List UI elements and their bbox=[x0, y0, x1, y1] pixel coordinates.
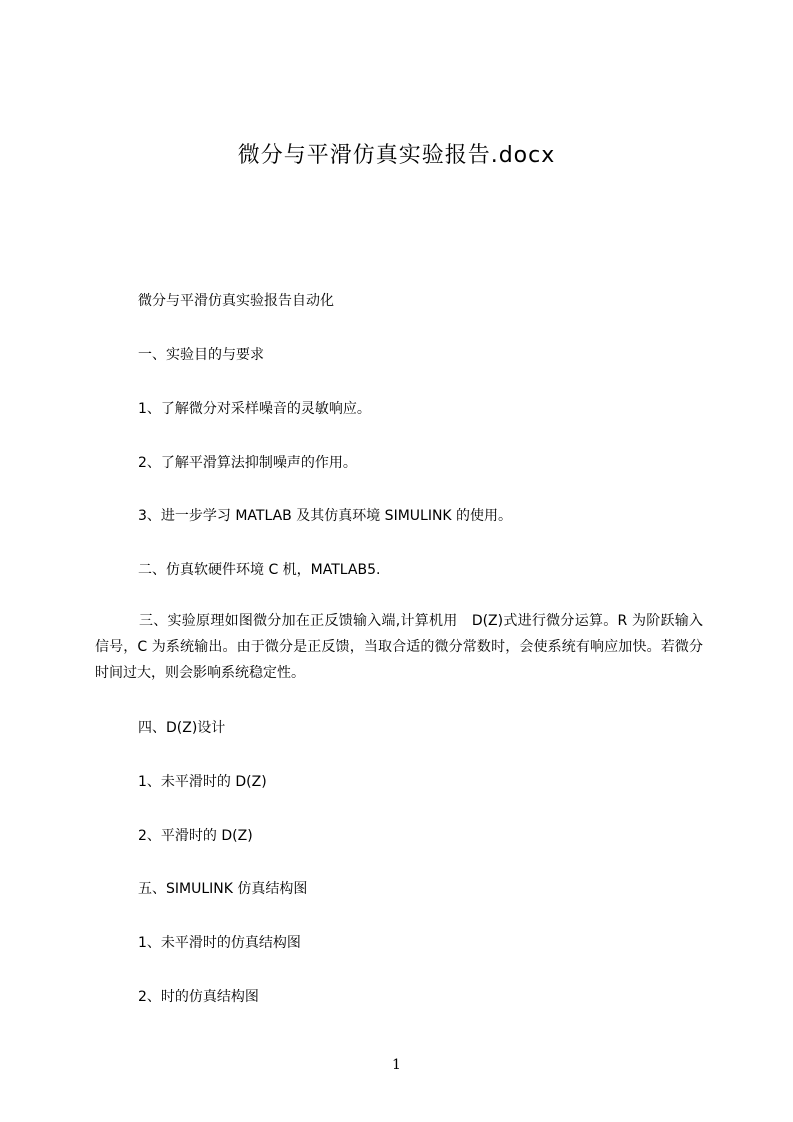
section-1-item-3: 3、进一步学习 MATLAB 及其仿真环境 SIMULINK 的使用。 bbox=[138, 508, 513, 524]
section-5-item-1: 1、未平滑时的仿真结构图 bbox=[138, 935, 301, 951]
section-1-item-2: 2、了解平滑算法抑制噪声的作用。 bbox=[138, 455, 357, 471]
section-3-paragraph: 三、实验原理如图微分加在正反馈输入端,计算机用 D(Z)式进行微分运算。R 为阶跃输入信号，C 为系统输出。由于微分是正反馈，当取合适的微分常数时，会使系统有响应加快。若微分时间过大，则会影响系统稳定性。 bbox=[95, 613, 703, 681]
section-5-item-2: 2、时的仿真结构图 bbox=[138, 989, 259, 1005]
section-5-heading: 五、SIMULINK 仿真结构图 bbox=[138, 881, 308, 897]
section-4-item-1: 1、未平滑时的 D(Z) bbox=[138, 774, 267, 790]
document-title: 微分与平滑仿真实验报告.docx bbox=[237, 143, 556, 168]
page-number: 1 bbox=[392, 1057, 401, 1073]
section-4-heading: 四、D(Z)设计 bbox=[138, 720, 226, 736]
section-1-item-1: 1、了解微分对采样噪音的灵敏响应。 bbox=[138, 401, 371, 417]
document-subtitle: 微分与平滑仿真实验报告自动化 bbox=[138, 293, 334, 309]
section-2-heading: 二、仿真软硬件环境 C 机，MATLAB5. bbox=[138, 562, 381, 578]
section-1-heading: 一、实验目的与要求 bbox=[138, 347, 264, 363]
section-4-item-2: 2、平滑时的 D(Z) bbox=[138, 828, 253, 844]
